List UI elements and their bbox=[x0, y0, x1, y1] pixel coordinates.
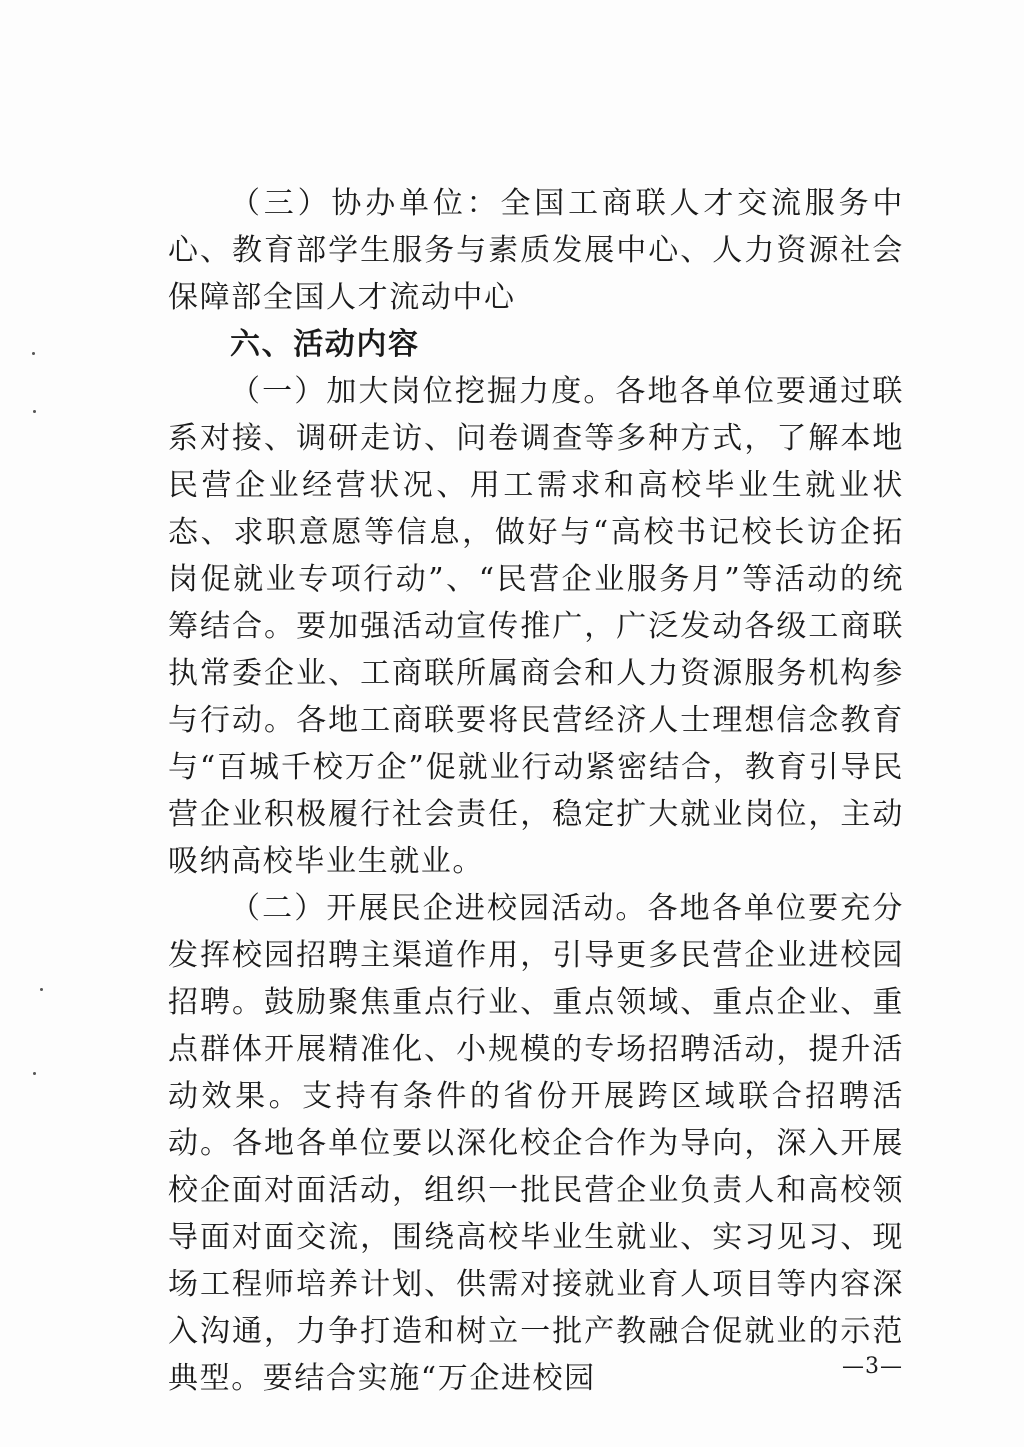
page-number: —3— bbox=[842, 1354, 903, 1379]
paragraph-campus-activities: （二）开展民企进校园活动。各地各单位要充分发挥校园招聘主渠道作用，引导更多民营企业进校园招聘。鼓励聚焦重点行业、重点领域、重点企业、重点群体开展精准化、小规模的专场招聘活动，提升活动效果。支持有条件的省份开展跨区域联合招聘活动。各地各单位要以深化校企合作为导向，深入开展校企面对面活动，组织一批民营企业负责人和高校领导面对面交流，围绕高校毕业生就业、实习见习、现场工程师培养计划、供需对接就业育人项目等内容深入沟通，力争打造和树立一批产教融合促就业的示范典型。要结合实施“万企进校园 bbox=[168, 891, 904, 1396]
scan-artifact bbox=[33, 410, 36, 413]
section-heading: 六、活动内容 bbox=[230, 327, 420, 362]
document-body bbox=[168, 180, 904, 1402]
scan-artifact bbox=[40, 988, 43, 991]
paragraph-job-mining: （一）加大岗位挖掘力度。各地各单位要通过联系对接、调研走访、问卷调查等多种方式，了解本地民营企业经营状况、用工需求和高校毕业生就业状态、求职意愿等信息，做好与“高校书记校长访企拓岗促就业专项行动”、“民营企业服务月”等活动的统筹结合。要加强活动宣传推广，广泛发动各级工商联执常委企业、工商联所属商会和人力资源服务机构参与行动。各地工商联要将民营经济人士理想信念教育与“百城千校万企”促就业行动紧密结合，教育引导民营企业积极履行社会责任，稳定扩大就业岗位，主动吸纳高校毕业生就业。 bbox=[168, 374, 904, 879]
scan-artifact bbox=[32, 352, 35, 355]
scan-artifact bbox=[33, 1072, 36, 1075]
paragraph-co-organizers: （三）协办单位：全国工商联人才交流服务中心、教育部学生服务与素质发展中心、人力资源社会保障部全国人才流动中心 bbox=[168, 186, 904, 315]
